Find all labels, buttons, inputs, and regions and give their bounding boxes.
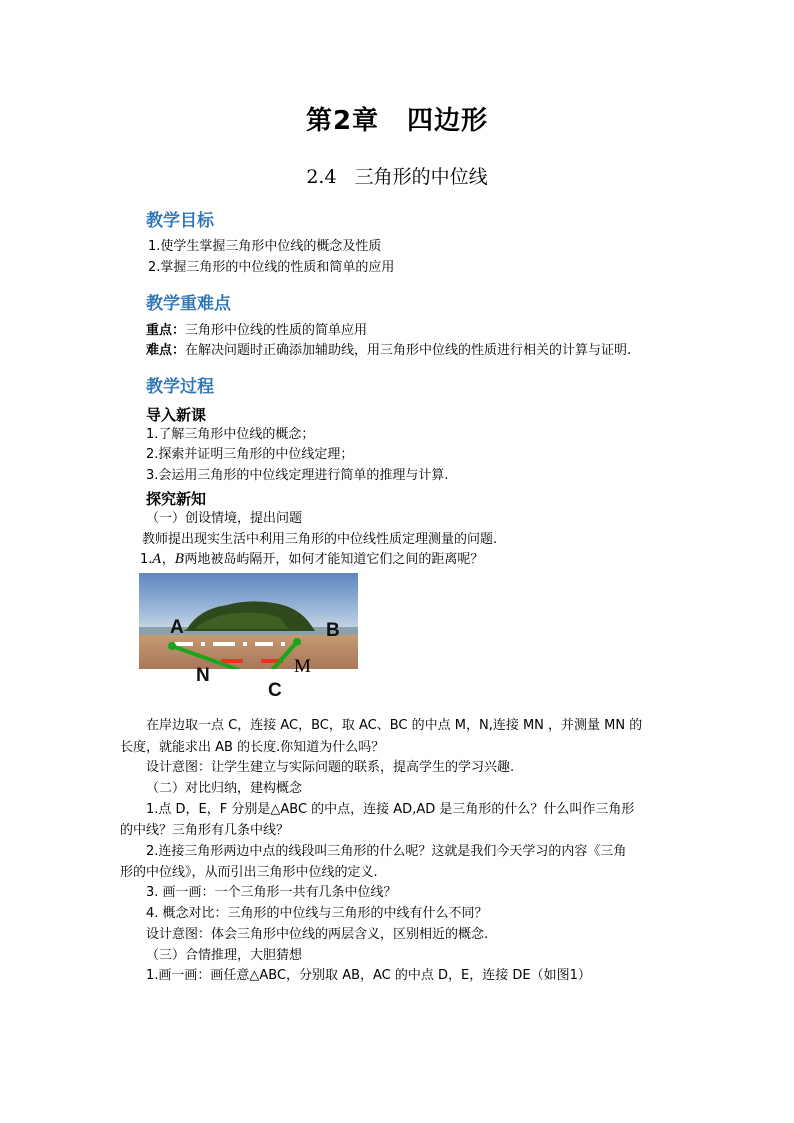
- design-note-1: 设计意图：让学生建立与实际问题的联系，提高学生的学习兴趣.: [146, 760, 515, 775]
- section-name: 三角形的中位线: [354, 166, 488, 188]
- difficulty-line: [146, 342, 631, 360]
- para1-line2: 长度，就能求出 AB 的长度.你知道为什么吗？: [120, 740, 385, 755]
- p2-item-1-line1: 1.点 D，E，F 分别是△ABC 的中点，连接 AD,AD 是三角形的什么？什么叫作三角形: [146, 802, 635, 817]
- intro-item-2: 2.探索并证明三角形的中位线定理；: [146, 447, 354, 462]
- intro-heading: 导入新课: [146, 406, 207, 424]
- focus-line: [146, 322, 367, 340]
- p2-item-4: 4. 概念对比：三角形的中位线与三角形的中线有什么不同？: [146, 906, 488, 921]
- part1-intro: 教师提出现实生活中利用三角形的中位线性质定理测量的问题.: [142, 532, 498, 547]
- objective-item-2: 2.掌握三角形的中位线的性质和简单的应用: [148, 260, 395, 275]
- question-1: 1.A，B两地被岛屿隔开，如何才能知道它们之间的距离呢？: [140, 552, 484, 567]
- para1-line1: 在岸边取一点 C，连接 AC，BC，取 AC、BC 的中点 M，N,连接 MN ，并测量 MN 的: [146, 718, 643, 733]
- p2-item-1-line2: 的中线？三角形有几条中线？: [120, 823, 290, 838]
- p2-item-3: 3. 画一画：一个三角形一共有几条中位线？: [146, 885, 397, 900]
- focus-text: 三角形中位线的性质的简单应用: [185, 323, 368, 338]
- p2-item-2-line1: 2.连接三角形两边中点的线段叫三角形的什么呢？这就是我们今天学习的内容《三角: [146, 844, 627, 859]
- key-points-heading: 教学重难点: [146, 294, 231, 314]
- focus-label: 重点：: [146, 323, 186, 338]
- chapter-number: 第2章: [305, 106, 380, 136]
- chapter-title: [0, 100, 794, 137]
- chapter-name: 四边形: [407, 106, 489, 136]
- part3-title: （三）合情推理，大胆猜想: [146, 948, 303, 963]
- section-number: 2.4: [306, 166, 337, 188]
- label-B: B: [326, 620, 340, 641]
- label-A: A: [170, 617, 184, 638]
- part2-title: （二）对比归纳，建构概念: [146, 781, 303, 796]
- point-A: [168, 642, 176, 650]
- objectives-heading: 教学目标: [146, 211, 214, 231]
- explore-heading: 探究新知: [146, 490, 207, 508]
- label-C: C: [268, 680, 282, 701]
- objective-item-1: 1.使学生掌握三角形中位线的概念及性质: [148, 239, 382, 254]
- label-N: N: [196, 665, 210, 686]
- point-B: [293, 638, 301, 646]
- process-heading: 教学过程: [146, 377, 214, 397]
- p2-item-2-line2: 形的中位线》，从而引出三角形中位线的定义.: [120, 865, 378, 880]
- p3-item-1: 1.画一画：画任意△ABC，分别取 AB，AC 的中点 D，E，连接 DE（如图1）: [146, 968, 591, 983]
- design-note-2: 设计意图：体会三角形中位线的两层含义，区别相近的概念.: [146, 927, 489, 942]
- intro-item-3: 3.会运用三角形的中位线定理进行简单的推理与计算.: [146, 468, 449, 483]
- difficulty-label: 难点：: [146, 343, 186, 358]
- section-title: [0, 162, 794, 189]
- difficulty-text: 在解决问题时正确添加辅助线，用三角形中位线的性质进行相关的计算与证明.: [185, 343, 632, 358]
- intro-item-1: 1.了解三角形中位线的概念；: [146, 427, 315, 442]
- label-M: M: [294, 656, 311, 677]
- part1-title: （一）创设情境，提出问题: [146, 511, 303, 526]
